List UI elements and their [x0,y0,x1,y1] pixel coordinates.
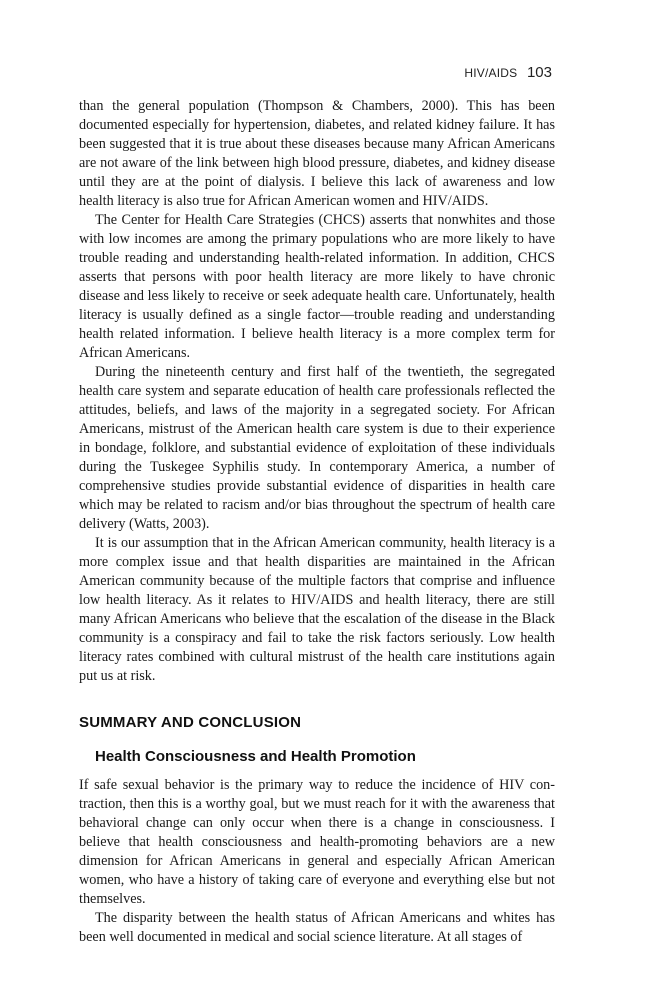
running-head [464,64,552,81]
paragraph: If safe sexual behavior is the primary way to reduce the incidence of HIV contraction, then this is a worthy goal, but we must reach for it with the awareness that behavioral change can only occur when there is a change in consciousness. I believe that health consciousness and health-promoting behaviors are a new dimension for African Americans in general and especially African American women, who have a history of taking care of everyone and everything else but not themselves. [79,777,555,907]
running-head-title: HIV/AIDS [464,66,518,80]
page-number: 103 [526,64,552,81]
heading-spacer [79,766,555,776]
paragraph: than the general population (Thompson & Chambers, 2000). This has been documented especially for hypertension, diabetes, and related kidney failure. It has been suggested that it is true about these diseases because many African Americans are not aware of the link between high blood pressure, diabetes, and kidney disease until they are at the point of dialysis. I believe this lack of awareness and low health literacy is also true for African American women and HIV/AIDS. [79,98,555,209]
paragraph: During the nineteenth century and first half of the twentieth, the segregated health care system and separate education of health care professionals reflected the attitudes, beliefs, and laws of the majority in a segregated society. For African Americans, mistrust of the American health care system is due to their experience in bondage, folklore, and substantial evidence of exploitation of these individuals during the Tuskegee Syphilis study. In contemporary America, a number of comprehensive studies provide substantial evidence of disparities in health care which may be related to racism and/or bias throughout the spectrum of health care delivery (Watts, 2003). [79,364,555,532]
section-heading: SUMMARY AND CONCLUSION [79,714,302,731]
subsection-heading: Health Consciousness and Health Promotion [95,748,416,765]
body-text [79,97,555,947]
paragraph: It is our assumption that in the African American community, health literacy is a more complex issue and that health disparities are maintained in the African American community because of the multiple factors that comprise and influence low health literacy. As it relates to HIV/AIDS and health literacy, there are still many African Americans who believe that the escalation of the disease in the Black community is a conspiracy and fail to take the risk factors seriously. Low health literacy rates combined with cultural mistrust of the health care institutions again put us at risk. [79,535,555,684]
paragraph: The disparity between the health status of African Americans and whites has been well documented in medical and social science literature. At all stages of [79,910,555,945]
paragraph: The Center for Health Care Strategies (CHCS) asserts that nonwhites and those with low incomes are among the primary populations who are more likely to have trouble reading and understanding health-related information. In addition, CHCS asserts that persons with poor health literacy are more likely to have chronic disease and less likely to receive or seek adequate health care. Unfortunately, health literacy is usually defined as a single factor—trouble reading and understanding health related information. I believe health literacy is a more complex term for African Americans. [79,212,555,361]
